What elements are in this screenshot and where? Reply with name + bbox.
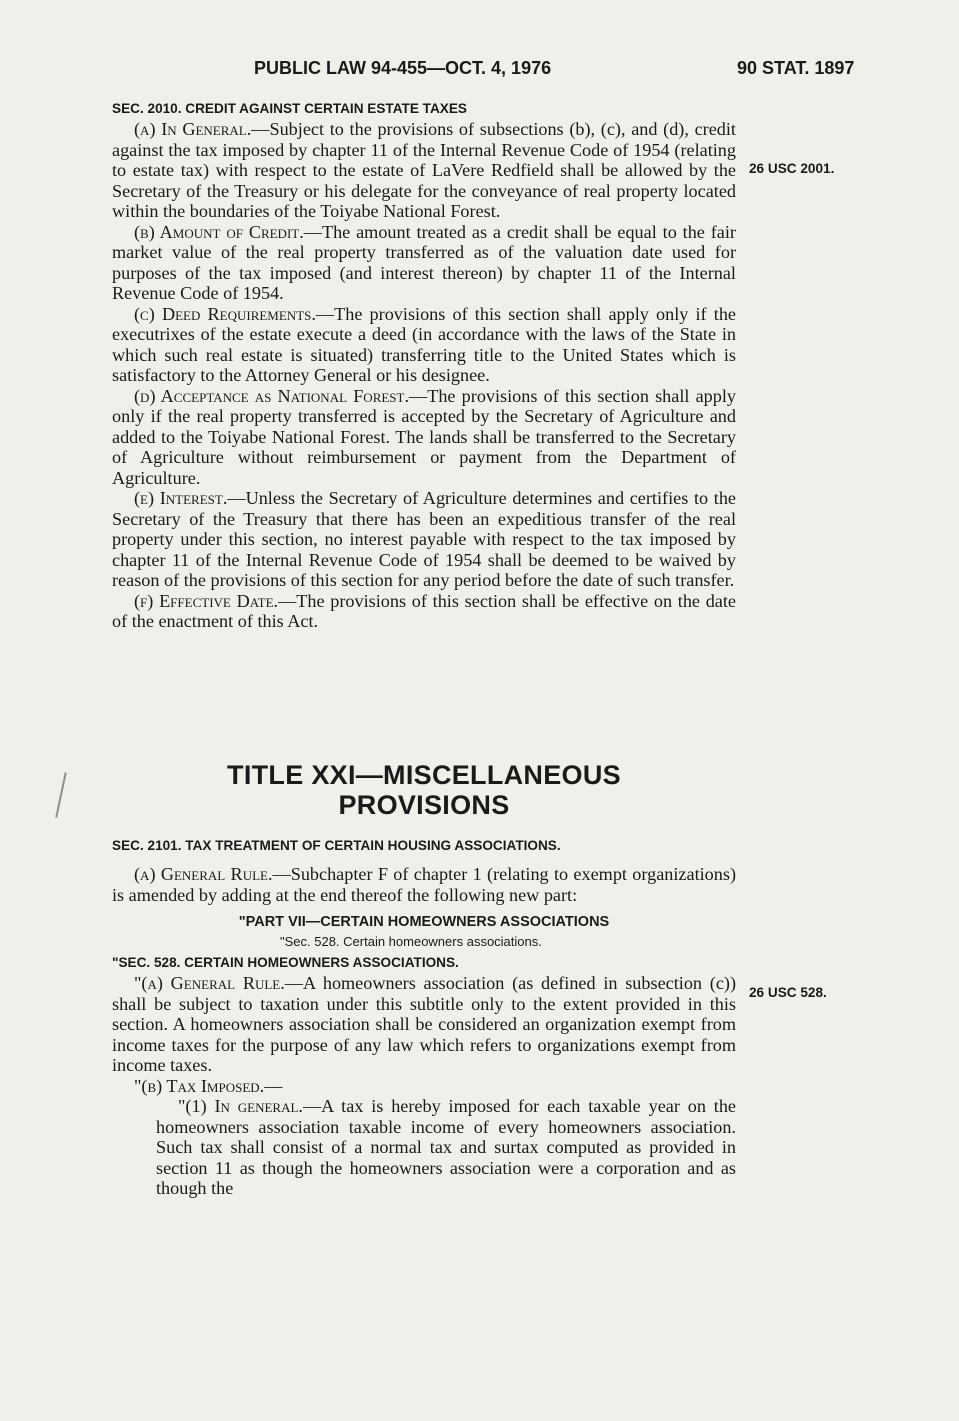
subsection-lead: (a) General Rule. [134,864,273,884]
subsection-text: —A homeowners association (as defined in subsection (c)) shall be subject to taxation under this subtitle only to the extent provided in this section. A homeowners association shall be considered an organization exempt from income taxes for the purpose of any law which refers to organizations exempt from income taxes. [112,973,736,1075]
section-heading: SEC. 2101. TAX TREATMENT OF CERTAIN HOUSING ASSOCIATIONS. [112,838,561,853]
subsection-lead: (a) In General. [134,119,252,139]
subsection-b [112,222,736,304]
pen-mark [55,772,67,817]
running-header-title: PUBLIC LAW 94-455—OCT. 4, 1976 [254,58,552,78]
paragraph-text: —A tax is hereby imposed for each taxable year on the homeowners association taxable income of every homeowners association. Such tax shall consist of a normal tax and surtax computed as provided in section 11 as though the homeowners association were a corporation and as though the [156,1096,737,1198]
section-heading: SEC. 2010. CREDIT AGAINST CERTAIN ESTATE TAXES [112,101,467,116]
section-2101 [112,836,736,1199]
subsection-lead: (f) Effective Date. [134,590,279,611]
subsection-lead: "(b) Tax Imposed. [134,1075,265,1096]
margin-citation-usc-2001: 26 USC 2001. [749,161,835,176]
subsection-text: —Subchapter F of chapter 1 (relating to exempt organizations) is amended by adding at the end thereof the following new part: [112,864,736,905]
subsection-text: —The provisions of this section shall apply only if the real property transferred is accepted by the Secretary of Agriculture and added to the Toiyabe National Forest. The lands shall be transferred to the Secretary of Agriculture without reimbursement or payment from the Department of Agriculture. [112,385,737,488]
running-header-page: 90 STAT. 1897 [737,58,855,78]
section-2010 [112,99,736,632]
subsection-a [112,864,736,905]
subsection-text: —Unless the Secretary of Agriculture determines and certifies to the Secretary of the Treasury that there has been an expeditious transfer of the real property under this section, no interest payable with respect to the tax imposed by chapter 11 of the Internal Revenue Code of 1954 shall be deemed to be waived by reason of the provisions of this section for any period before the date of such transfer. [112,488,736,590]
subsection-a [112,119,736,222]
title-line-2: PROVISIONS [338,790,510,820]
subsection-lead: (d) Acceptance as National Forest. [134,385,410,406]
subsection-f [112,591,736,632]
sec-528-heading: "SEC. 528. CERTAIN HOMEOWNERS ASSOCIATIONS. [112,955,459,970]
subsection-text: —The provisions of this section shall be effective on the date of the enactment of this Act. [112,590,737,631]
rule-b-1 [112,1096,736,1199]
title-line-1: TITLE XXI—MISCELLANEOUS [227,760,621,790]
subsection-text: —Subject to the provisions of subsections (b), (c), and (d), credit against the tax imposed by chapter 11 of the Internal Revenue Code of 1954 (relating to estate tax) with respect to the estate of LaVere Redfield shall be allowed by the Secretary of the Treasury or his delegate for the conveyance of real property located within the boundaries of the Toiyabe National Forest. [112,119,736,221]
subsection-text: — [264,1075,283,1096]
table-of-sections-line: "Sec. 528. Certain homeowners associations. [280,934,542,949]
subsection-lead: "(a) General Rule. [134,973,285,993]
rule-b [112,1076,736,1097]
subsection-lead: (b) Amount of Credit. [134,221,304,242]
subsection-text: —The amount treated as a credit shall be equal to the fair market value of the real property transferred as of the valuation date used for purposes of the tax imposed (and interest thereon) by chapter 11 of the Internal Revenue Code of 1954. [112,221,736,303]
part-heading: "PART VII—CERTAIN HOMEOWNERS ASSOCIATIONS [238,914,610,930]
title-heading [112,760,736,820]
subsection-lead: (c) Deed Requirements. [134,303,316,324]
margin-citation-usc-528: 26 USC 528. [749,985,827,1000]
subsection-d [112,386,736,489]
rule-a [112,973,736,1076]
subsection-e [112,488,736,591]
subsection-text: —The provisions of this section shall apply only if the executrixes of the estate execute a deed (in accordance with the laws of the State in which such real estate is situated) transferring title to the United States which is satisfactory to the Attorney General or his designee. [112,303,736,385]
subsection-lead: (e) Interest. [134,488,228,508]
paragraph-lead: "(1) In general. [178,1096,303,1116]
subsection-c [112,304,736,386]
